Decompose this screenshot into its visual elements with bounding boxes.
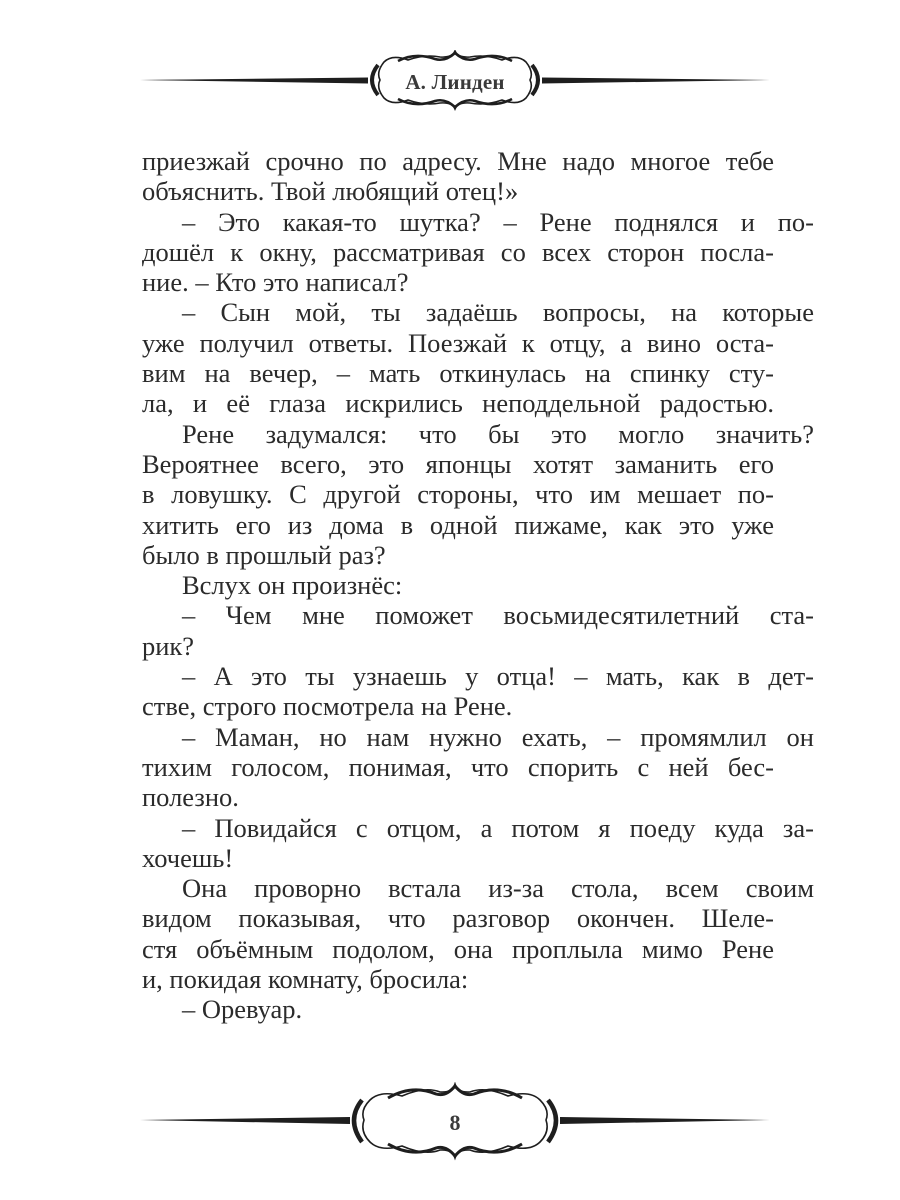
text-line: стве, строго посмотрела на Рене. [142,691,513,722]
text-line: вим на вечер, – мать откинулась на спинку сту- [142,358,774,389]
footer-ornament [140,1082,770,1172]
paragraph-first-line: – Это какая-то шутка? – Рене поднялся и по- [182,206,814,237]
paragraph-first-line: – Оревуар. [182,994,303,1025]
paragraph-first-line: Рене задумался: что бы это могло значить? [182,418,814,449]
paragraph-first-line: – Маман, но нам нужно ехать, – промямлил он [182,721,814,752]
text-line: полезно. [142,782,239,813]
paragraph-first-line: – Чем мне поможет восьмидесятилетний ста- [182,600,814,631]
text-line: приезжай срочно по адресу. Мне надо многое тебе [142,146,774,176]
text-line: рик? [142,630,195,661]
paragraph-first-line: – Повидайся с отцом, а потом я поеду куда за- [182,812,814,843]
page-number: 8 [449,1110,461,1135]
running-head-author: А. Линден [405,70,505,94]
text-line: уже получил ответы. Поезжай к отцу, а вино оста- [142,327,774,358]
header-ornament [140,50,770,120]
text-line: стя объёмным подолом, она проплыла мимо Рене [142,933,774,964]
page-body-text [142,146,814,1025]
paragraph-first-line: – Сын мой, ты задаёшь вопросы, на которые [182,297,814,328]
text-line: дошёл к окну, рассматривая со всех сторон посла- [142,236,774,267]
text-line: объяснить. Твой любящий отец!» [142,176,519,207]
text-line: хитить его из дома в одной пижаме, как это уже [142,509,774,540]
text-line: видом показывая, что разговор окончен. Шеле- [142,903,774,934]
text-line: и, покидая комнату, бросила: [142,964,469,995]
text-line: тихим голосом, понимая, что спорить с ней бес- [142,751,774,782]
paragraph-first-line: – А это ты узнаешь у отца! – мать, как в дет- [182,661,814,692]
text-line: ла, и её глаза искрились неподдельной радостью. [142,388,774,419]
text-line: ние. – Кто это написал? [142,267,409,298]
paragraph-first-line: Вслух он произнёс: [182,570,403,601]
text-line: было в прошлый раз? [142,539,386,570]
paragraph-first-line: Она проворно встала из-за стола, всем своим [182,873,814,904]
text-line: хочешь! [142,842,234,873]
text-line: Вероятнее всего, это японцы хотят заманить его [142,448,774,479]
text-line: в ловушку. С другой стороны, что им мешает по- [142,479,774,510]
